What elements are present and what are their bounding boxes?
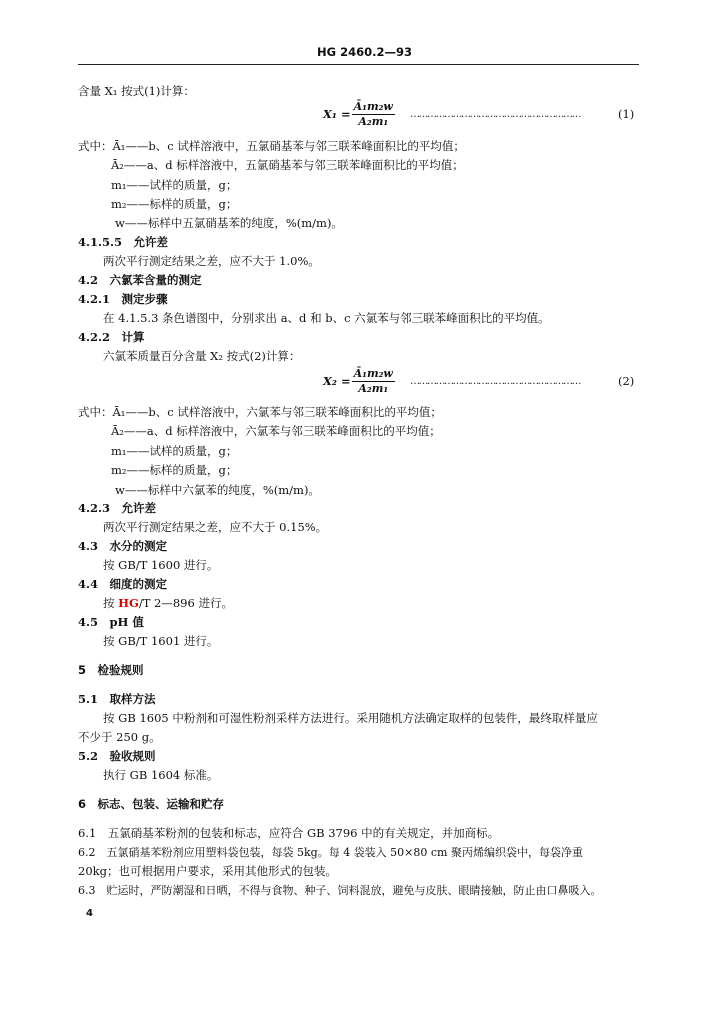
page-number: 4: [86, 908, 93, 919]
clause-4-2-3: 4.2.3 允许差: [78, 501, 157, 515]
where-line-4: m₂——标样的质量，g；: [111, 197, 238, 211]
where-2-line-1: 式中：Ā₁——b、c 试样溶液中，六氯苯与邻三联苯峰面积比的平均值；: [78, 405, 442, 419]
formula-2-leader-dots: ……………………………………………………: [410, 376, 580, 387]
clause-6-2-line-2: 20kg；也可根据用户要求，采用其他形式的包装。: [78, 864, 337, 878]
clause-6-2-line-1: 6.2 五氯硝基苯粉剂应用塑料袋包装，每袋 5kg。每 4 袋装入 50×80 cm 聚丙烯编织袋中，每袋净重: [78, 846, 583, 859]
standard-code: HG 2460.2—93: [317, 45, 412, 59]
formula-2-number: (2): [618, 374, 635, 388]
formula-1-intro: 含量 X₁ 按式(1)计算：: [78, 84, 195, 98]
formula-1-denominator: A₂m₁: [358, 114, 389, 128]
clause-5-1-text-line-1: 按 GB 1605 中粉剂和可湿性粉剂采样方法进行。采用随机方法确定取样的包装件，最终取样量应: [103, 711, 598, 725]
formula-2: [323, 368, 395, 394]
formula-1: [323, 101, 395, 127]
where-2-line-3: m₁——试样的质量，g；: [111, 444, 238, 458]
formula-2-fraction: [352, 368, 395, 394]
section-5-heading: 5 检验规则: [78, 663, 144, 677]
where-2-line-2: Ā₂——a、d 标样溶液中，六氯苯与邻三联苯峰面积比的平均值；: [111, 424, 441, 438]
clause-5-1: 5.1 取样方法: [78, 692, 156, 706]
clause-5-1-text-line-2: 不少于 250 g。: [78, 730, 161, 744]
formula-2-numerator: Ā₁m₂w: [353, 367, 393, 380]
formula-1-number: (1): [618, 107, 635, 121]
clause-4-1-5-5: 4.1.5.5 允许差: [78, 235, 169, 249]
clause-4-3: 4.3 水分的测定: [78, 539, 168, 553]
formula-2-intro: 六氯苯质量百分含量 X₂ 按式(2)计算：: [103, 349, 301, 363]
clause-4-4-text-highlight: HG: [118, 596, 139, 610]
clause-4-4: 4.4 细度的测定: [78, 577, 168, 591]
clause-4-1-5-5-text: 两次平行测定结果之差，应不大于 1.0%。: [103, 254, 320, 268]
clause-4-4-text: [103, 598, 233, 610]
section-6-heading: 6 标志、包装、运输和贮存: [78, 797, 225, 811]
clause-4-2-2: 4.2.2 计算: [78, 330, 145, 344]
clause-6-3: 6.3 贮运时，严防潮湿和日晒，不得与食物、种子、饲料混放，避免与皮肤、眼睛接触，防止由口鼻吸入。: [78, 884, 602, 897]
clause-4-2: 4.2 六氯苯含量的测定: [78, 273, 202, 287]
where-2-line-4: m₂——标样的质量，g；: [111, 463, 238, 477]
clause-6-1: 6.1 五氯硝基苯粉剂的包装和标志，应符合 GB 3796 中的有关规定，并加商标。: [78, 826, 500, 840]
header-rule: [78, 64, 639, 65]
where-line-5: w——标样中五氯硝基苯的纯度，%(m/m)。: [115, 216, 343, 230]
formula-2-denominator: A₂m₁: [358, 381, 389, 395]
clause-4-5: 4.5 pH 值: [78, 615, 144, 629]
formula-1-lhs: X₁ =: [323, 107, 351, 122]
clause-4-3-text: 按 GB/T 1600 进行。: [103, 558, 219, 572]
clause-4-2-1: 4.2.1 测定步骤: [78, 292, 168, 306]
clause-4-2-3-text: 两次平行测定结果之差，应不大于 0.15%。: [103, 520, 328, 534]
formula-1-fraction: [352, 101, 395, 127]
formula-1-numerator: Ā₁m₂w: [353, 100, 393, 113]
formula-2-lhs: X₂ =: [323, 374, 351, 389]
clause-5-2: 5.2 验收规则: [78, 749, 156, 763]
clause-4-4-text-suffix: /T 2—896 进行。: [138, 596, 233, 610]
where-line-1: 式中：Ā₁——b、c 试样溶液中，五氯硝基苯与邻三联苯峰面积比的平均值；: [78, 139, 465, 153]
where-2-line-5: w——标样中六氯苯的纯度，%(m/m)。: [115, 483, 320, 497]
clause-4-4-text-prefix: 按: [103, 596, 119, 610]
formula-1-leader-dots: ……………………………………………………: [410, 109, 580, 120]
clause-5-2-text: 执行 GB 1604 标准。: [103, 768, 219, 782]
where-line-3: m₁——试样的质量，g；: [111, 178, 238, 192]
clause-4-5-text: 按 GB/T 1601 进行。: [103, 634, 219, 648]
where-line-2: Ā₂——a、d 标样溶液中，五氯硝基苯与邻三联苯峰面积比的平均值；: [111, 158, 464, 172]
clause-4-2-1-text: 在 4.1.5.3 条色谱图中，分别求出 a、d 和 b、c 六氯苯与邻三联苯峰面积比的平均值。: [103, 311, 550, 325]
